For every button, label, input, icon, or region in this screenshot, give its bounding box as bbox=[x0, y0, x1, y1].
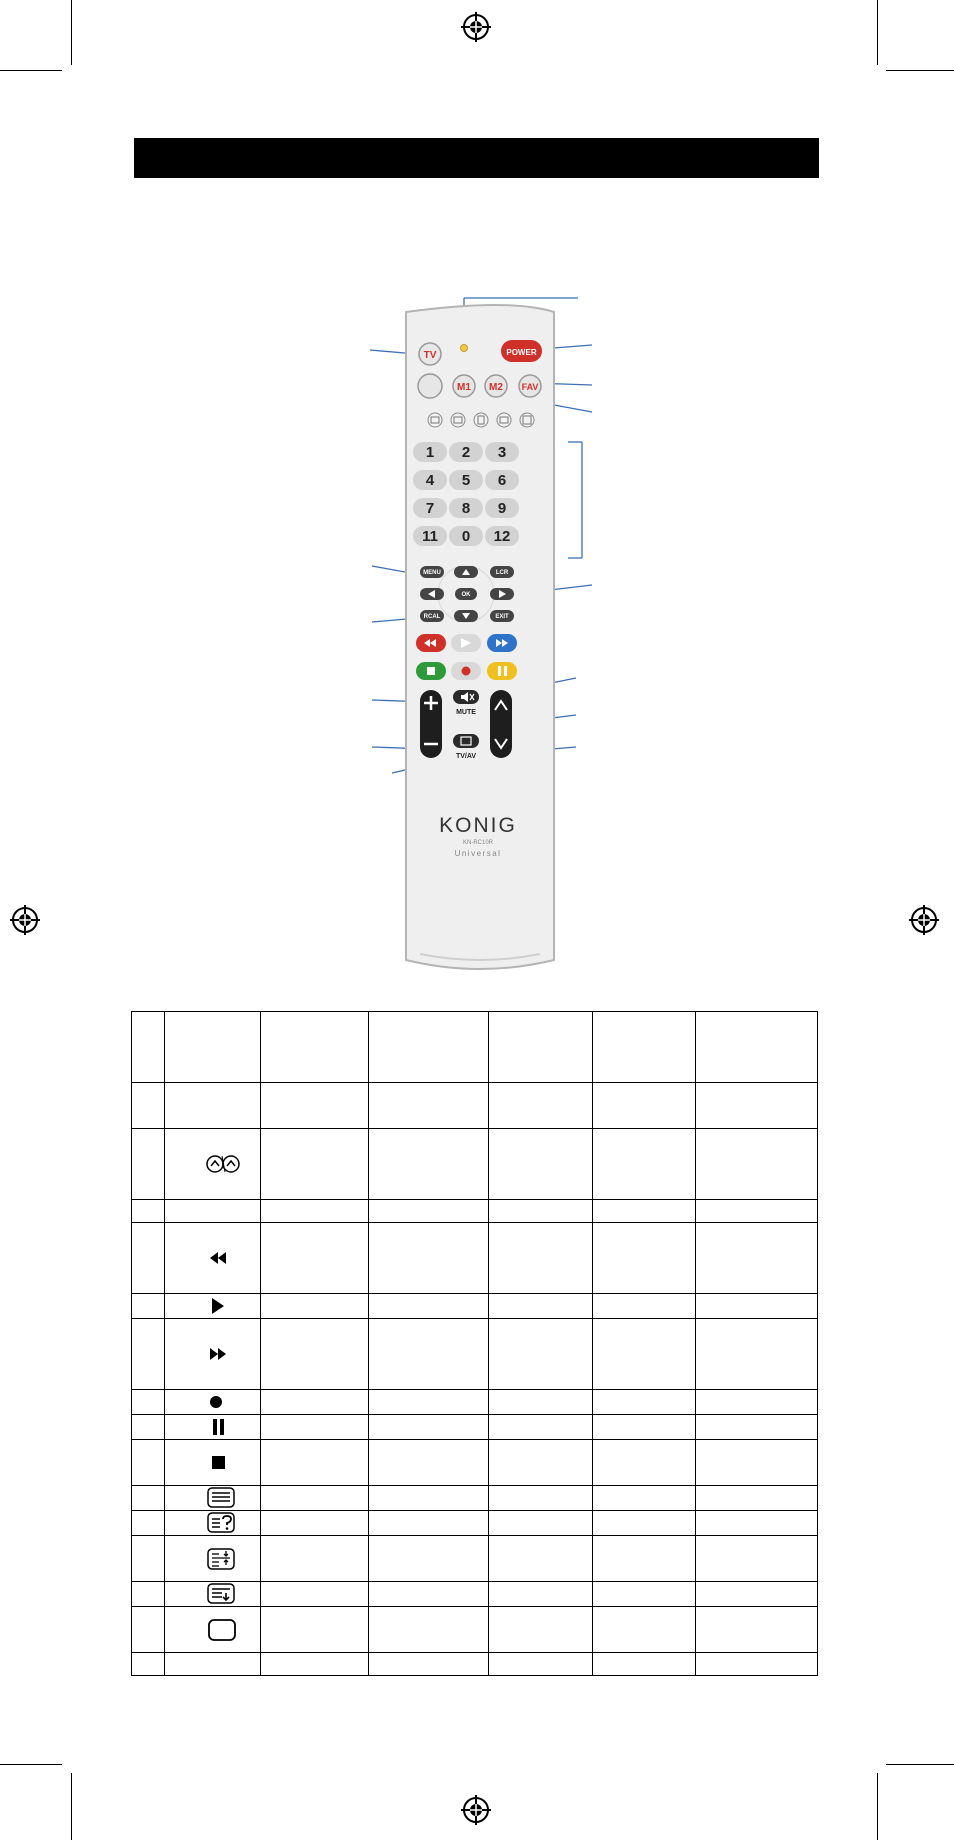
table-cell bbox=[593, 1012, 696, 1083]
fav-button[interactable] bbox=[519, 375, 541, 397]
table-cell bbox=[489, 1294, 593, 1319]
table-cell bbox=[165, 1294, 261, 1319]
table-cell bbox=[165, 1415, 261, 1440]
table-cell bbox=[261, 1319, 369, 1390]
stop-button[interactable] bbox=[416, 662, 446, 680]
digit-label: 5 bbox=[461, 472, 471, 489]
table-cell bbox=[696, 1415, 818, 1440]
table-cell bbox=[369, 1129, 489, 1200]
table-cell bbox=[593, 1294, 696, 1319]
table-cell bbox=[696, 1223, 818, 1294]
digit-label: 8 bbox=[461, 500, 471, 517]
table-row bbox=[132, 1582, 818, 1607]
table-cell bbox=[369, 1012, 489, 1083]
m2-button[interactable] bbox=[485, 375, 507, 397]
digit-label: 6 bbox=[497, 472, 507, 489]
play-button[interactable] bbox=[451, 634, 481, 652]
model-label: KN-RC10R bbox=[462, 840, 494, 846]
ok-button-label: OK bbox=[461, 592, 471, 598]
table-row bbox=[132, 1486, 818, 1511]
table-cell bbox=[261, 1200, 369, 1223]
table-cell bbox=[369, 1440, 489, 1486]
table-cell bbox=[489, 1607, 593, 1653]
table-cell bbox=[261, 1294, 369, 1319]
tv-av-button[interactable] bbox=[453, 734, 479, 748]
table-cell bbox=[132, 1607, 165, 1653]
table-cell bbox=[369, 1511, 489, 1536]
table-cell bbox=[489, 1440, 593, 1486]
table-cell bbox=[369, 1582, 489, 1607]
table-row bbox=[132, 1319, 818, 1390]
table-cell bbox=[261, 1440, 369, 1486]
table-cell bbox=[132, 1390, 165, 1415]
rewind-icon bbox=[206, 1249, 240, 1266]
power-button[interactable] bbox=[501, 340, 542, 362]
table-cell bbox=[489, 1390, 593, 1415]
digit-label: 12 bbox=[493, 528, 511, 545]
recall-button-label: RCAL bbox=[423, 614, 441, 620]
crop-mark bbox=[0, 70, 62, 71]
table-cell bbox=[369, 1390, 489, 1415]
teletext-button[interactable] bbox=[474, 413, 488, 427]
teletext-reveal-icon bbox=[206, 1514, 240, 1531]
table-cell bbox=[489, 1511, 593, 1536]
table-row bbox=[132, 1415, 818, 1440]
tv-button[interactable] bbox=[419, 343, 441, 365]
table-cell bbox=[261, 1511, 369, 1536]
down-arrow-button[interactable] bbox=[454, 610, 478, 622]
digit-button[interactable] bbox=[485, 526, 519, 546]
table-row bbox=[132, 1607, 818, 1653]
table-cell bbox=[593, 1223, 696, 1294]
crop-mark bbox=[71, 0, 72, 65]
table-cell bbox=[132, 1653, 165, 1676]
table-cell bbox=[132, 1319, 165, 1390]
table-cell bbox=[489, 1582, 593, 1607]
table-cell bbox=[132, 1129, 165, 1200]
table-cell bbox=[165, 1319, 261, 1390]
teletext-button[interactable] bbox=[520, 413, 534, 427]
led-indicator bbox=[461, 345, 468, 352]
pause-icon bbox=[206, 1418, 240, 1435]
digit-button[interactable] bbox=[413, 470, 447, 490]
registration-mark-icon bbox=[461, 1795, 491, 1825]
lcr-button-label: LCR bbox=[495, 570, 509, 576]
table-cell bbox=[165, 1200, 261, 1223]
channel-up-down-icon bbox=[206, 1155, 240, 1172]
table-row bbox=[132, 1012, 818, 1083]
table-row bbox=[132, 1083, 818, 1129]
play-icon bbox=[206, 1297, 240, 1314]
table-row bbox=[132, 1200, 818, 1223]
mute-label: MUTE bbox=[456, 709, 476, 716]
table-cell bbox=[261, 1415, 369, 1440]
function-table bbox=[131, 1011, 818, 1676]
digit-button[interactable] bbox=[485, 470, 519, 490]
digit-label: 11 bbox=[422, 528, 438, 545]
table-cell bbox=[696, 1390, 818, 1415]
digit-button[interactable] bbox=[413, 526, 447, 546]
left-arrow-button[interactable] bbox=[420, 588, 444, 600]
exit-button[interactable] bbox=[490, 610, 514, 622]
table-cell bbox=[369, 1319, 489, 1390]
recall-button[interactable] bbox=[420, 610, 444, 622]
table-cell bbox=[489, 1012, 593, 1083]
channel-rocker[interactable] bbox=[490, 690, 512, 758]
m2-button-label: M2 bbox=[489, 382, 503, 393]
table-cell bbox=[165, 1012, 261, 1083]
digit-label: 3 bbox=[497, 444, 507, 461]
table-row bbox=[132, 1511, 818, 1536]
power-button-label: POWER bbox=[506, 348, 537, 357]
table-cell bbox=[261, 1536, 369, 1582]
table-cell bbox=[593, 1129, 696, 1200]
fast-forward-icon bbox=[206, 1345, 240, 1362]
blank-round-button[interactable] bbox=[418, 374, 442, 398]
table-cell bbox=[696, 1294, 818, 1319]
stop-icon bbox=[206, 1454, 240, 1471]
table-cell bbox=[696, 1653, 818, 1676]
table-cell bbox=[132, 1294, 165, 1319]
table-cell bbox=[165, 1390, 261, 1415]
table-cell bbox=[132, 1223, 165, 1294]
record-button[interactable] bbox=[451, 662, 481, 680]
teletext-button[interactable] bbox=[428, 413, 442, 427]
menu-button[interactable] bbox=[420, 566, 444, 578]
volume-rocker[interactable] bbox=[420, 690, 442, 758]
crop-mark bbox=[886, 70, 954, 71]
table-cell bbox=[593, 1536, 696, 1582]
table-cell bbox=[489, 1486, 593, 1511]
table-cell bbox=[261, 1129, 369, 1200]
mute-button[interactable] bbox=[453, 690, 479, 704]
table-cell bbox=[593, 1083, 696, 1129]
teletext-button[interactable] bbox=[497, 413, 511, 427]
table-cell bbox=[369, 1536, 489, 1582]
section-header-bar bbox=[134, 138, 819, 178]
table-cell bbox=[261, 1083, 369, 1129]
table-cell bbox=[593, 1415, 696, 1440]
table-cell bbox=[489, 1129, 593, 1200]
digit-button[interactable] bbox=[449, 442, 483, 462]
digit-label: 1 bbox=[425, 444, 435, 461]
table-cell bbox=[593, 1200, 696, 1223]
right-arrow-button[interactable] bbox=[490, 588, 514, 600]
table-row bbox=[132, 1223, 818, 1294]
table-cell bbox=[593, 1582, 696, 1607]
digit-button[interactable] bbox=[449, 526, 483, 546]
table-row bbox=[132, 1653, 818, 1676]
lcr-button[interactable] bbox=[490, 566, 514, 578]
table-cell bbox=[132, 1415, 165, 1440]
table-row bbox=[132, 1440, 818, 1486]
pause-button[interactable] bbox=[487, 662, 517, 680]
table-cell bbox=[132, 1486, 165, 1511]
table-cell bbox=[696, 1536, 818, 1582]
table-cell bbox=[489, 1200, 593, 1223]
digit-button[interactable] bbox=[449, 470, 483, 490]
fav-button-label: FAV bbox=[521, 382, 539, 392]
table-cell bbox=[696, 1129, 818, 1200]
table-cell bbox=[696, 1319, 818, 1390]
table-cell bbox=[165, 1511, 261, 1536]
table-cell bbox=[261, 1390, 369, 1415]
table-cell bbox=[261, 1653, 369, 1676]
brand-logo: KONIG bbox=[439, 814, 517, 837]
table-cell bbox=[165, 1129, 261, 1200]
table-cell bbox=[132, 1536, 165, 1582]
table-cell bbox=[369, 1200, 489, 1223]
table-cell bbox=[489, 1223, 593, 1294]
table-cell bbox=[165, 1607, 261, 1653]
crop-mark bbox=[877, 0, 878, 65]
crop-mark bbox=[71, 1773, 72, 1840]
m1-button[interactable] bbox=[453, 375, 475, 397]
remote-control-illustration bbox=[360, 290, 610, 980]
remote-subtitle: Universal bbox=[454, 849, 502, 858]
fast-forward-button[interactable] bbox=[487, 634, 517, 652]
teletext-cancel-icon bbox=[206, 1621, 240, 1638]
crop-mark bbox=[0, 1764, 62, 1765]
up-arrow-button[interactable] bbox=[454, 566, 478, 578]
table-cell bbox=[369, 1607, 489, 1653]
table-cell bbox=[489, 1415, 593, 1440]
m1-button-label: M1 bbox=[457, 382, 471, 393]
digit-button[interactable] bbox=[485, 498, 519, 518]
menu-button-label: MENU bbox=[423, 570, 441, 576]
table-cell bbox=[593, 1653, 696, 1676]
table-cell bbox=[593, 1486, 696, 1511]
table-cell bbox=[261, 1486, 369, 1511]
tv-av-label: TV/AV bbox=[455, 753, 477, 760]
table-row bbox=[132, 1536, 818, 1582]
table-row bbox=[132, 1294, 818, 1319]
record-icon bbox=[206, 1393, 240, 1410]
table-cell bbox=[369, 1083, 489, 1129]
table-cell bbox=[261, 1607, 369, 1653]
ok-button[interactable] bbox=[455, 588, 477, 600]
registration-mark-icon bbox=[461, 12, 491, 42]
table-cell bbox=[696, 1511, 818, 1536]
table-cell bbox=[593, 1607, 696, 1653]
table-row bbox=[132, 1129, 818, 1200]
table-cell bbox=[696, 1607, 818, 1653]
digit-label: 0 bbox=[461, 528, 471, 545]
digit-button[interactable] bbox=[449, 498, 483, 518]
table-cell bbox=[261, 1223, 369, 1294]
table-cell bbox=[489, 1319, 593, 1390]
table-cell bbox=[369, 1486, 489, 1511]
table-cell bbox=[696, 1582, 818, 1607]
table-cell bbox=[369, 1294, 489, 1319]
table-cell bbox=[132, 1012, 165, 1083]
table-cell bbox=[132, 1582, 165, 1607]
digit-label: 9 bbox=[497, 500, 507, 517]
crop-mark bbox=[886, 1764, 954, 1765]
table-cell bbox=[369, 1653, 489, 1676]
table-cell bbox=[132, 1200, 165, 1223]
table-cell bbox=[489, 1653, 593, 1676]
exit-button-label: EXIT bbox=[495, 614, 509, 620]
table-cell bbox=[132, 1083, 165, 1129]
table-row bbox=[132, 1390, 818, 1415]
table-cell bbox=[369, 1223, 489, 1294]
tv-button-label: TV bbox=[423, 350, 437, 361]
table-cell bbox=[132, 1440, 165, 1486]
table-cell bbox=[369, 1415, 489, 1440]
table-cell bbox=[165, 1653, 261, 1676]
table-cell bbox=[261, 1012, 369, 1083]
crop-mark bbox=[877, 1773, 878, 1840]
table-cell bbox=[165, 1582, 261, 1607]
table-cell bbox=[696, 1083, 818, 1129]
registration-mark-icon bbox=[909, 905, 939, 935]
teletext-size-icon bbox=[206, 1550, 240, 1567]
teletext-icon bbox=[206, 1489, 240, 1506]
table-cell bbox=[261, 1582, 369, 1607]
digit-button[interactable] bbox=[413, 498, 447, 518]
table-cell bbox=[165, 1440, 261, 1486]
teletext-hold-icon bbox=[206, 1585, 240, 1602]
digit-label: 4 bbox=[425, 472, 435, 489]
digit-button[interactable] bbox=[413, 442, 447, 462]
table-cell bbox=[593, 1319, 696, 1390]
table-cell bbox=[696, 1200, 818, 1223]
table-cell bbox=[696, 1012, 818, 1083]
table-cell bbox=[489, 1083, 593, 1129]
table-cell bbox=[165, 1083, 261, 1129]
table-cell bbox=[593, 1440, 696, 1486]
table-cell bbox=[696, 1486, 818, 1511]
table-cell bbox=[593, 1511, 696, 1536]
table-cell bbox=[165, 1223, 261, 1294]
digit-button[interactable] bbox=[485, 442, 519, 462]
table-cell bbox=[696, 1440, 818, 1486]
registration-mark-icon bbox=[10, 905, 40, 935]
digit-label: 2 bbox=[461, 444, 471, 461]
table-cell bbox=[165, 1486, 261, 1511]
table-cell bbox=[593, 1390, 696, 1415]
digit-label: 7 bbox=[425, 500, 435, 517]
table-cell bbox=[489, 1536, 593, 1582]
table-cell bbox=[132, 1511, 165, 1536]
teletext-button[interactable] bbox=[451, 413, 465, 427]
rewind-button[interactable] bbox=[416, 634, 446, 652]
table-cell bbox=[165, 1536, 261, 1582]
